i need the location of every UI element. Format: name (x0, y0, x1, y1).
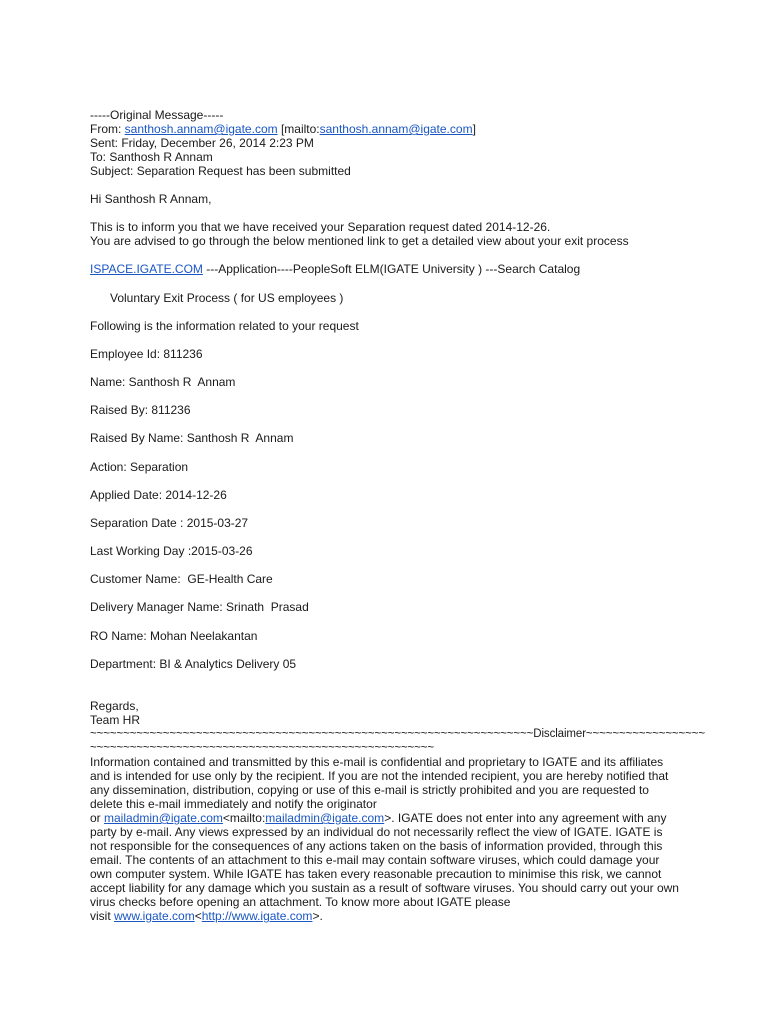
disclaimer-line-5 (90, 811, 666, 825)
body-line-2: You are advised to go through the below mentioned link to get a detailed view about your exit process (90, 234, 629, 248)
from-label: From: (90, 122, 125, 136)
disclaimer-line-6: party by e-mail. Any views expressed by an individual do not necessarily reflect the view of IGATE. IGATE is (90, 825, 663, 839)
disclaimer-line-11: virus checks before opening an attachment. To know more about IGATE please (90, 895, 511, 909)
disclaimer-line-7: not responsible for the consequences of any actions taken on the basis of information provided, through this (90, 839, 663, 853)
navigation-path-text: ---Application----PeopleSoft ELM(IGATE University ) ---Search Catalog (202, 262, 581, 276)
sent-line: Sent: Friday, December 26, 2014 2:23 PM (90, 136, 314, 150)
disclaimer-line-1: Information contained and transmitted by this e-mail is confidential and proprietary to IGATE and its affiliates (90, 755, 664, 769)
signoff-regards: Regards, (90, 699, 139, 713)
igate-url-link[interactable]: http://www.igate.com (201, 909, 313, 923)
body-line-1: This is to inform you that we have received your Separation request dated 2014-12-26. (90, 220, 551, 234)
igate-site-link[interactable]: www.igate.com (114, 909, 195, 923)
field-ro-name: RO Name: Mohan Neelakantan (90, 629, 258, 643)
field-separation-date: Separation Date : 2015-03-27 (90, 516, 249, 530)
disclaimer-rule-1: ~~~~~~~~~~~~~~~~~~~~~~~~~~~~~~~~~~~~~~~~~~~~~~~~~~~~~~~~~~~~~~~~~~~Disclaimer~~~~~~~~~~~~~~~~~~ (90, 728, 706, 740)
mailto-open: <mailto: (222, 811, 266, 825)
field-raised-by-name: Raised By Name: Santhosh R Annam (90, 431, 294, 445)
visit-prefix: visit (90, 909, 114, 923)
disclaimer-line-2: and is intended for use only by the recipient. If you are not the intended recipient, you are hereby notified that (90, 769, 669, 783)
info-intro: Following is the information related to your request (90, 319, 359, 333)
disclaimer-visit-line (90, 909, 323, 923)
navigation-path (90, 262, 580, 276)
mailadmin-link[interactable]: mailadmin@igate.com (104, 811, 223, 825)
original-message-label: -----Original Message----- (90, 108, 224, 122)
field-applied-date: Applied Date: 2014-12-26 (90, 488, 227, 502)
from-line (90, 122, 476, 136)
field-delivery-manager: Delivery Manager Name: Srinath Prasad (90, 600, 309, 614)
disclaimer-line-3: any dissemination, distribution, copying or use of this e-mail is strictly prohibited and you are requested to (90, 783, 649, 797)
url-close-bracket: >. (312, 909, 323, 923)
process-name: Voluntary Exit Process ( for US employees ) (110, 291, 344, 305)
disclaimer-line-9: own computer system. While IGATE has taken every reasonable precaution to minimise this risk, we cannot (90, 867, 662, 881)
mailto-email-link[interactable]: santhosh.annam@igate.com (319, 122, 473, 136)
from-email-link[interactable]: santhosh.annam@igate.com (124, 122, 278, 136)
to-line: To: Santhosh R Annam (90, 150, 213, 164)
field-department: Department: BI & Analytics Delivery 05 (90, 657, 297, 671)
field-employee-id: Employee Id: 811236 (90, 347, 203, 361)
field-action: Action: Separation (90, 460, 189, 474)
disclaimer-line-5-rest: >. IGATE does not enter into any agreement with any (384, 811, 667, 825)
ispace-link[interactable]: ISPACE.IGATE.COM (90, 262, 203, 276)
signoff-team: Team HR (90, 713, 141, 727)
field-last-working-day: Last Working Day :2015-03-26 (90, 544, 253, 558)
field-raised-by: Raised By: 811236 (90, 403, 191, 417)
disclaimer-line-8: email. The contents of an attachment to this e-mail may contain software viruses, which could damage your (90, 853, 660, 867)
disclaimer-rule-2: ~~~~~~~~~~~~~~~~~~~~~~~~~~~~~~~~~~~~~~~~~~~~~~~~~~~~ (90, 742, 435, 754)
mailadmin-mailto-link[interactable]: mailadmin@igate.com (265, 811, 385, 825)
mailto-prefix: [mailto: (277, 122, 320, 136)
field-customer-name: Customer Name: GE-Health Care (90, 572, 273, 586)
subject-line: Subject: Separation Request has been submitted (90, 164, 351, 178)
greeting: Hi Santhosh R Annam, (90, 192, 212, 206)
url-open-bracket: < (194, 909, 202, 923)
field-name: Name: Santhosh R Annam (90, 375, 236, 389)
mailto-suffix: ] (472, 122, 476, 136)
or-prefix: or (90, 811, 105, 825)
disclaimer-line-4: delete this e-mail immediately and notify the originator (90, 797, 377, 811)
disclaimer-line-10: accept liability for any damage which you sustain as a result of software viruses. You should carry out your own (90, 881, 679, 895)
